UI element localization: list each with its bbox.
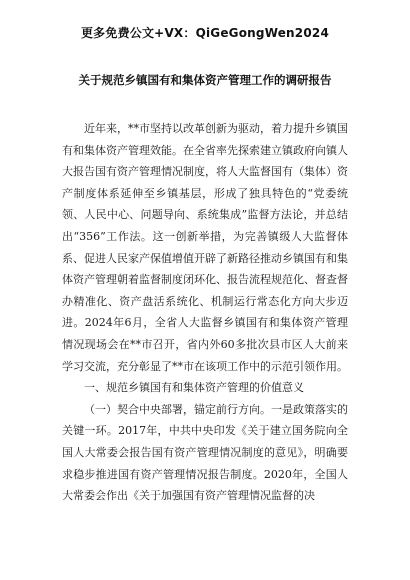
document-body — [62, 118, 348, 507]
document-title: 关于规范乡镇国有和集体资产管理工作的调研报告 — [78, 73, 332, 87]
promo-header: 更多免费公文+VX：QiGeGongWen2024 — [80, 26, 329, 40]
subsection-paragraph-1: （一）契合中央部署，锚定前行方向。一是政策落实的关键一环。2017年，中共中央印发《关于建立国务院向全国人大常委会报告国有资产管理情况制度的意见》，明确要求稳步推进国有资产管理情况报告制度。2020年，全国人大常委会作出《关于加强国有资产管理情况监督的决 — [62, 402, 348, 503]
section-heading-1: 一、规范乡镇国有和集体资产管理的价值意义 — [84, 381, 304, 395]
intro-paragraph: 近年来，**市坚持以改革创新为驱动，着力提升乡镇国有和集体资产管理效能。在全省率先探索建立镇政府向镇人大报告国有资产管理情况制度，将人大监督国有（集体）资产制度体系延伸至乡镇基层，形成了独具特色的“党委统领、人民中心、问题导向、系统集成”监督方法论，并总结出“356”工作法。这一创新举措，为完善镇级人大监督体系、促进人民家产保值增值开辟了新路径推动乡镇国有和集体资产管理朝着监督制度闭环化、报告流程规范化、督查督办精准化、资产盘活系统化、机制运行常态化方向大步迈进。2024年6月，全省人大监督乡镇国有和集体资产管理情况现场会在**市召开，省内外60多批次县市区人大前来学习交流，充分彰显了**市在该项工作中的示范引领作用。 — [62, 122, 348, 373]
